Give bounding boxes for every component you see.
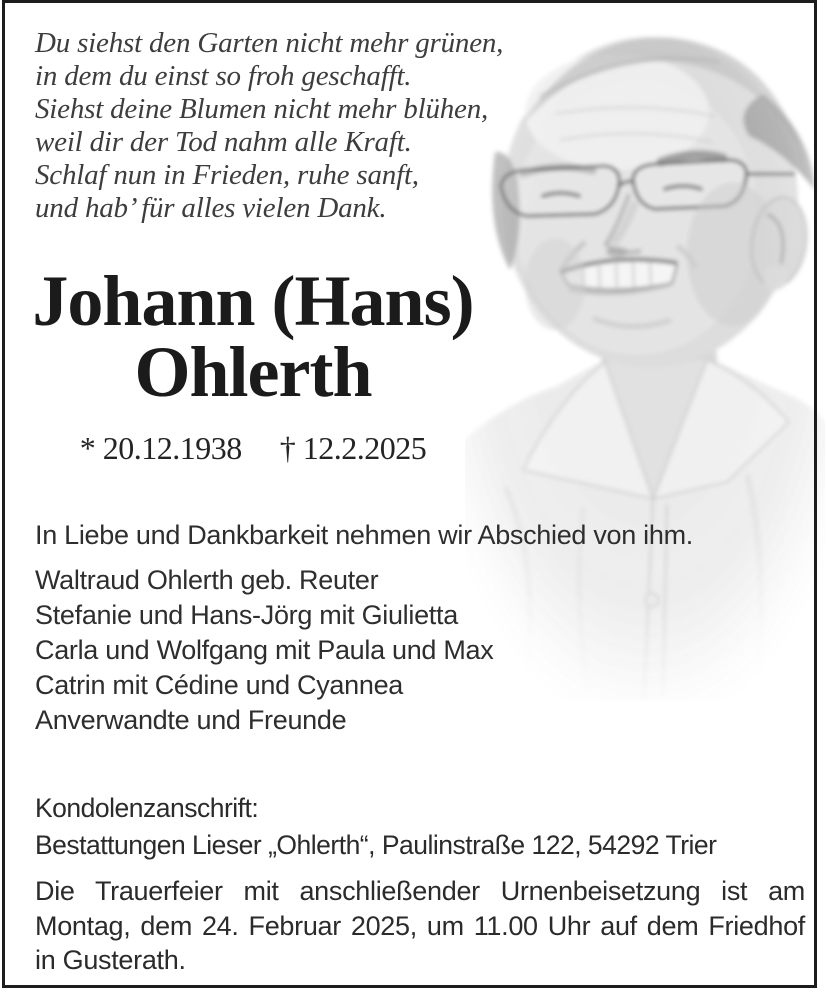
mourner-line: Waltraud Ohlerth geb. Reuter — [35, 565, 379, 595]
condolence-block — [35, 790, 716, 864]
poem-line: Siehst deine Blumen nicht mehr blühen, — [35, 93, 489, 125]
poem-line: Schlaf nun in Frieden, ruhe sanft, — [35, 159, 419, 191]
birth-date: * 20.12.1938 — [79, 430, 242, 466]
condolence-address: Bestattungen Lieser „Ohlerth“, Paulinstraße 122, 54292 Trier — [35, 830, 717, 860]
funeral-info: Die Trauerfeier mit anschließender Urnenbeisetzung ist am Montag, dem 24. Februar 2025, um 11.00 Uhr auf dem Friedhof in Gusterath. — [35, 876, 805, 975]
farewell-line: In Liebe und Dankbarkeit nehmen wir Abschied von ihm. — [35, 520, 693, 550]
deceased-name — [8, 261, 498, 412]
memorial-poem — [35, 27, 503, 225]
condolence-label: Kondolenzanschrift: — [35, 793, 259, 823]
poem-line: weil dir der Tod nahm alle Kraft. — [35, 126, 412, 158]
poem-line: in dem du einst so froh geschafft. — [35, 60, 412, 92]
name-line-1: Johann (Hans) — [32, 261, 474, 341]
life-dates — [8, 430, 498, 467]
name-line-2: Ohlerth — [134, 332, 372, 412]
portrait-photo — [465, 2, 825, 702]
mourner-line: Carla und Wolfgang mit Paula und Max — [35, 635, 494, 665]
mourner-line: Catrin mit Cédine und Cyannea — [35, 670, 404, 700]
poem-line: und hab’ für alles vielen Dank. — [35, 192, 387, 224]
portrait-illustration — [465, 2, 825, 702]
mourner-line: Anverwandte und Freunde — [35, 705, 347, 735]
poem-line: Du siehst den Garten nicht mehr grünen, — [35, 27, 504, 59]
death-date: † 12.2.2025 — [279, 430, 427, 466]
mourners-list — [35, 563, 493, 738]
mourner-line: Stefanie und Hans-Jörg mit Giulietta — [35, 600, 458, 630]
